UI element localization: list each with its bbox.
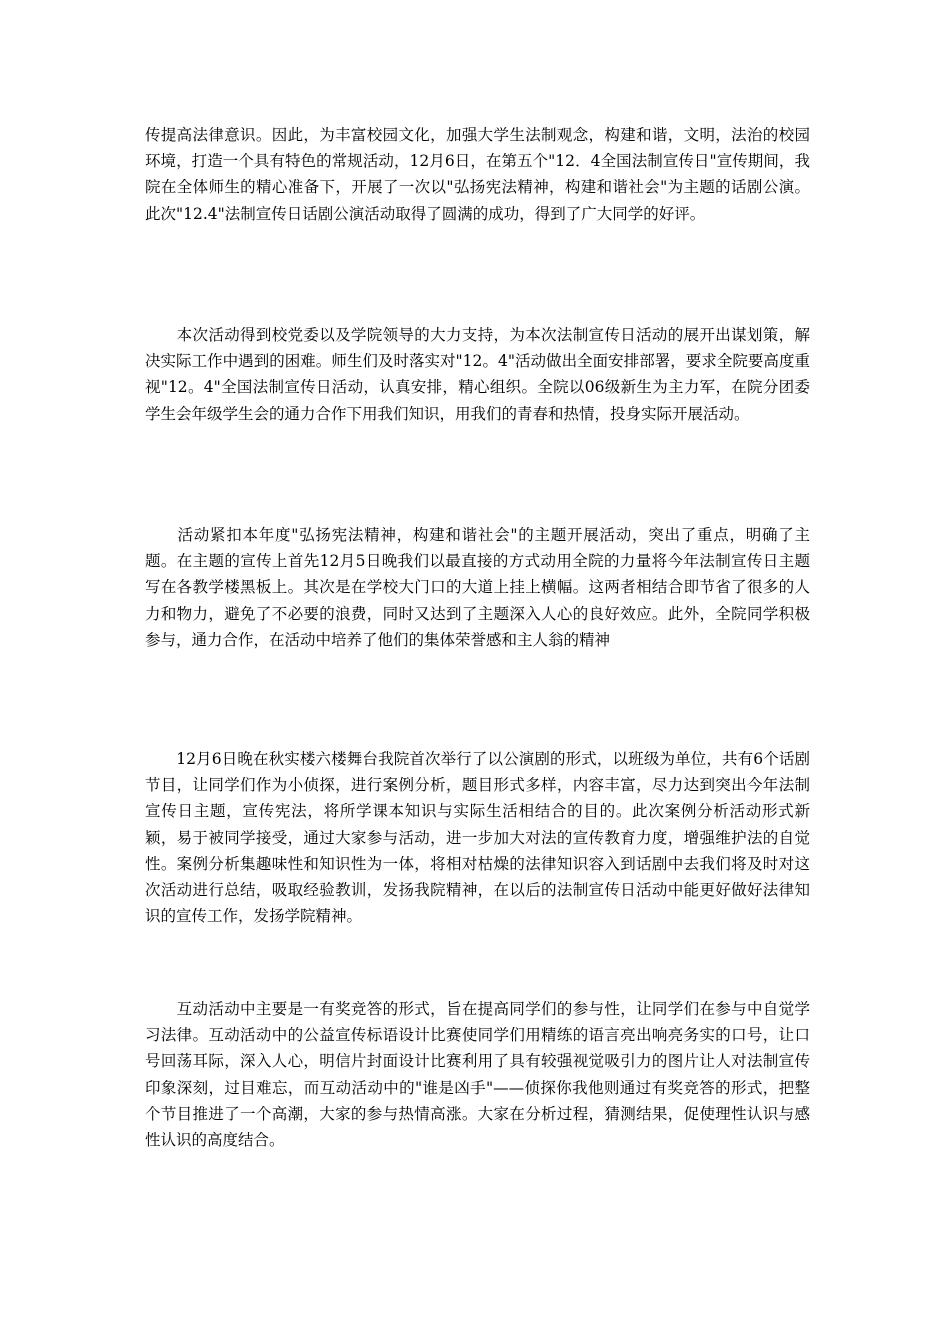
paragraph-4: 12月6日晚在秋实楼六楼舞台我院首次举行了以公演剧的形式，以班级为单位，共有6个话剧节目，让同学们作为小侦探，进行案例分析，题目形式多样，内容丰富，尽力达到突出今年法制宣传日主题，宣传宪法，将所学课本知识与实际生活相结合的目的。此次案例分析活动形式新颖，易于被同学接受，通过大家参与活动，进一步加大对法的宣传教育力度，增强维护法的自觉性。案例分析集趣味性和知识性为一体，将相对枯燥的法律知识容入到话剧中去我们将及时对这次活动进行总结，吸取经验教训，发扬我院精神，在以后的法制宣传日活动中能更好做好法律知识的宣传工作，发扬学院精神。 (145, 750, 810, 926)
paragraph-3: 活动紧扣本年度"弘扬宪法精神，构建和谐社会"的主题开展活动，突出了重点，明确了主题。在主题的宣传上首先12月5日晚我们以最直接的方式动用全院的力量将今年法制宣传日主题写在各教学楼黑板上。其次是在学校大门口的大道上挂上横幅。这两者相结合即节省了很多的人力和物力，避免了不必要的浪费，同时又达到了主题深入人心的良好效应。此外，全院同学积极参与，通力合作，在活动中培养了他们的集体荣誉感和主人翁的精神 (145, 526, 810, 649)
paragraph-5: 互动活动中主要是一有奖竞答的形式，旨在提高同学们的参与性，让同学们在参与中自觉学习法律。互动活动中的公益宣传标语设计比赛使同学们用精练的语言亮出响亮务实的口号，让口号回荡耳际，深入人心，明信片封面设计比赛利用了具有较强视觉吸引力的图片让人对法制宣传印象深刻，过目难忘，而互动活动中的"谁是凶手"——侦探你我他则通过有奖竞答的形式，把整个节目推进了一个高潮，大家的参与热情高涨。大家在分析过程，猜测结果，促使理性认识与感性认识的高度结合。 (145, 1000, 810, 1150)
paragraph-1: 传提高法律意识。因此，为丰富校园文化，加强大学生法制观念，构建和谐，文明，法治的校园环境，打造一个具有特色的常规活动，12月6日，在第五个"12．4全国法制宣传日"宣传期间，我院在全体师生的精心准备下，开展了一次以"弘扬宪法精神，构建和谐社会"为主题的话剧公演。此次"12.4"法制宣传日话剧公演活动取得了圆满的成功，得到了广大同学的好评。 (145, 126, 810, 223)
paragraph-2: 本次活动得到校党委以及学院领导的大力支持，为本次法制宣传日活动的展开出谋划策，解决实际工作中遇到的困难。师生们及时落实对"12。4"活动做出全面安排部署，要求全院要高度重视"12。4"全国法制宣传日活动，认真安排，精心组织。全院以06级新生为主力军，在院分团委学生会年级学生会的通力合作下用我们知识，用我们的青春和热情，投身实际开展活动。 (145, 326, 810, 423)
